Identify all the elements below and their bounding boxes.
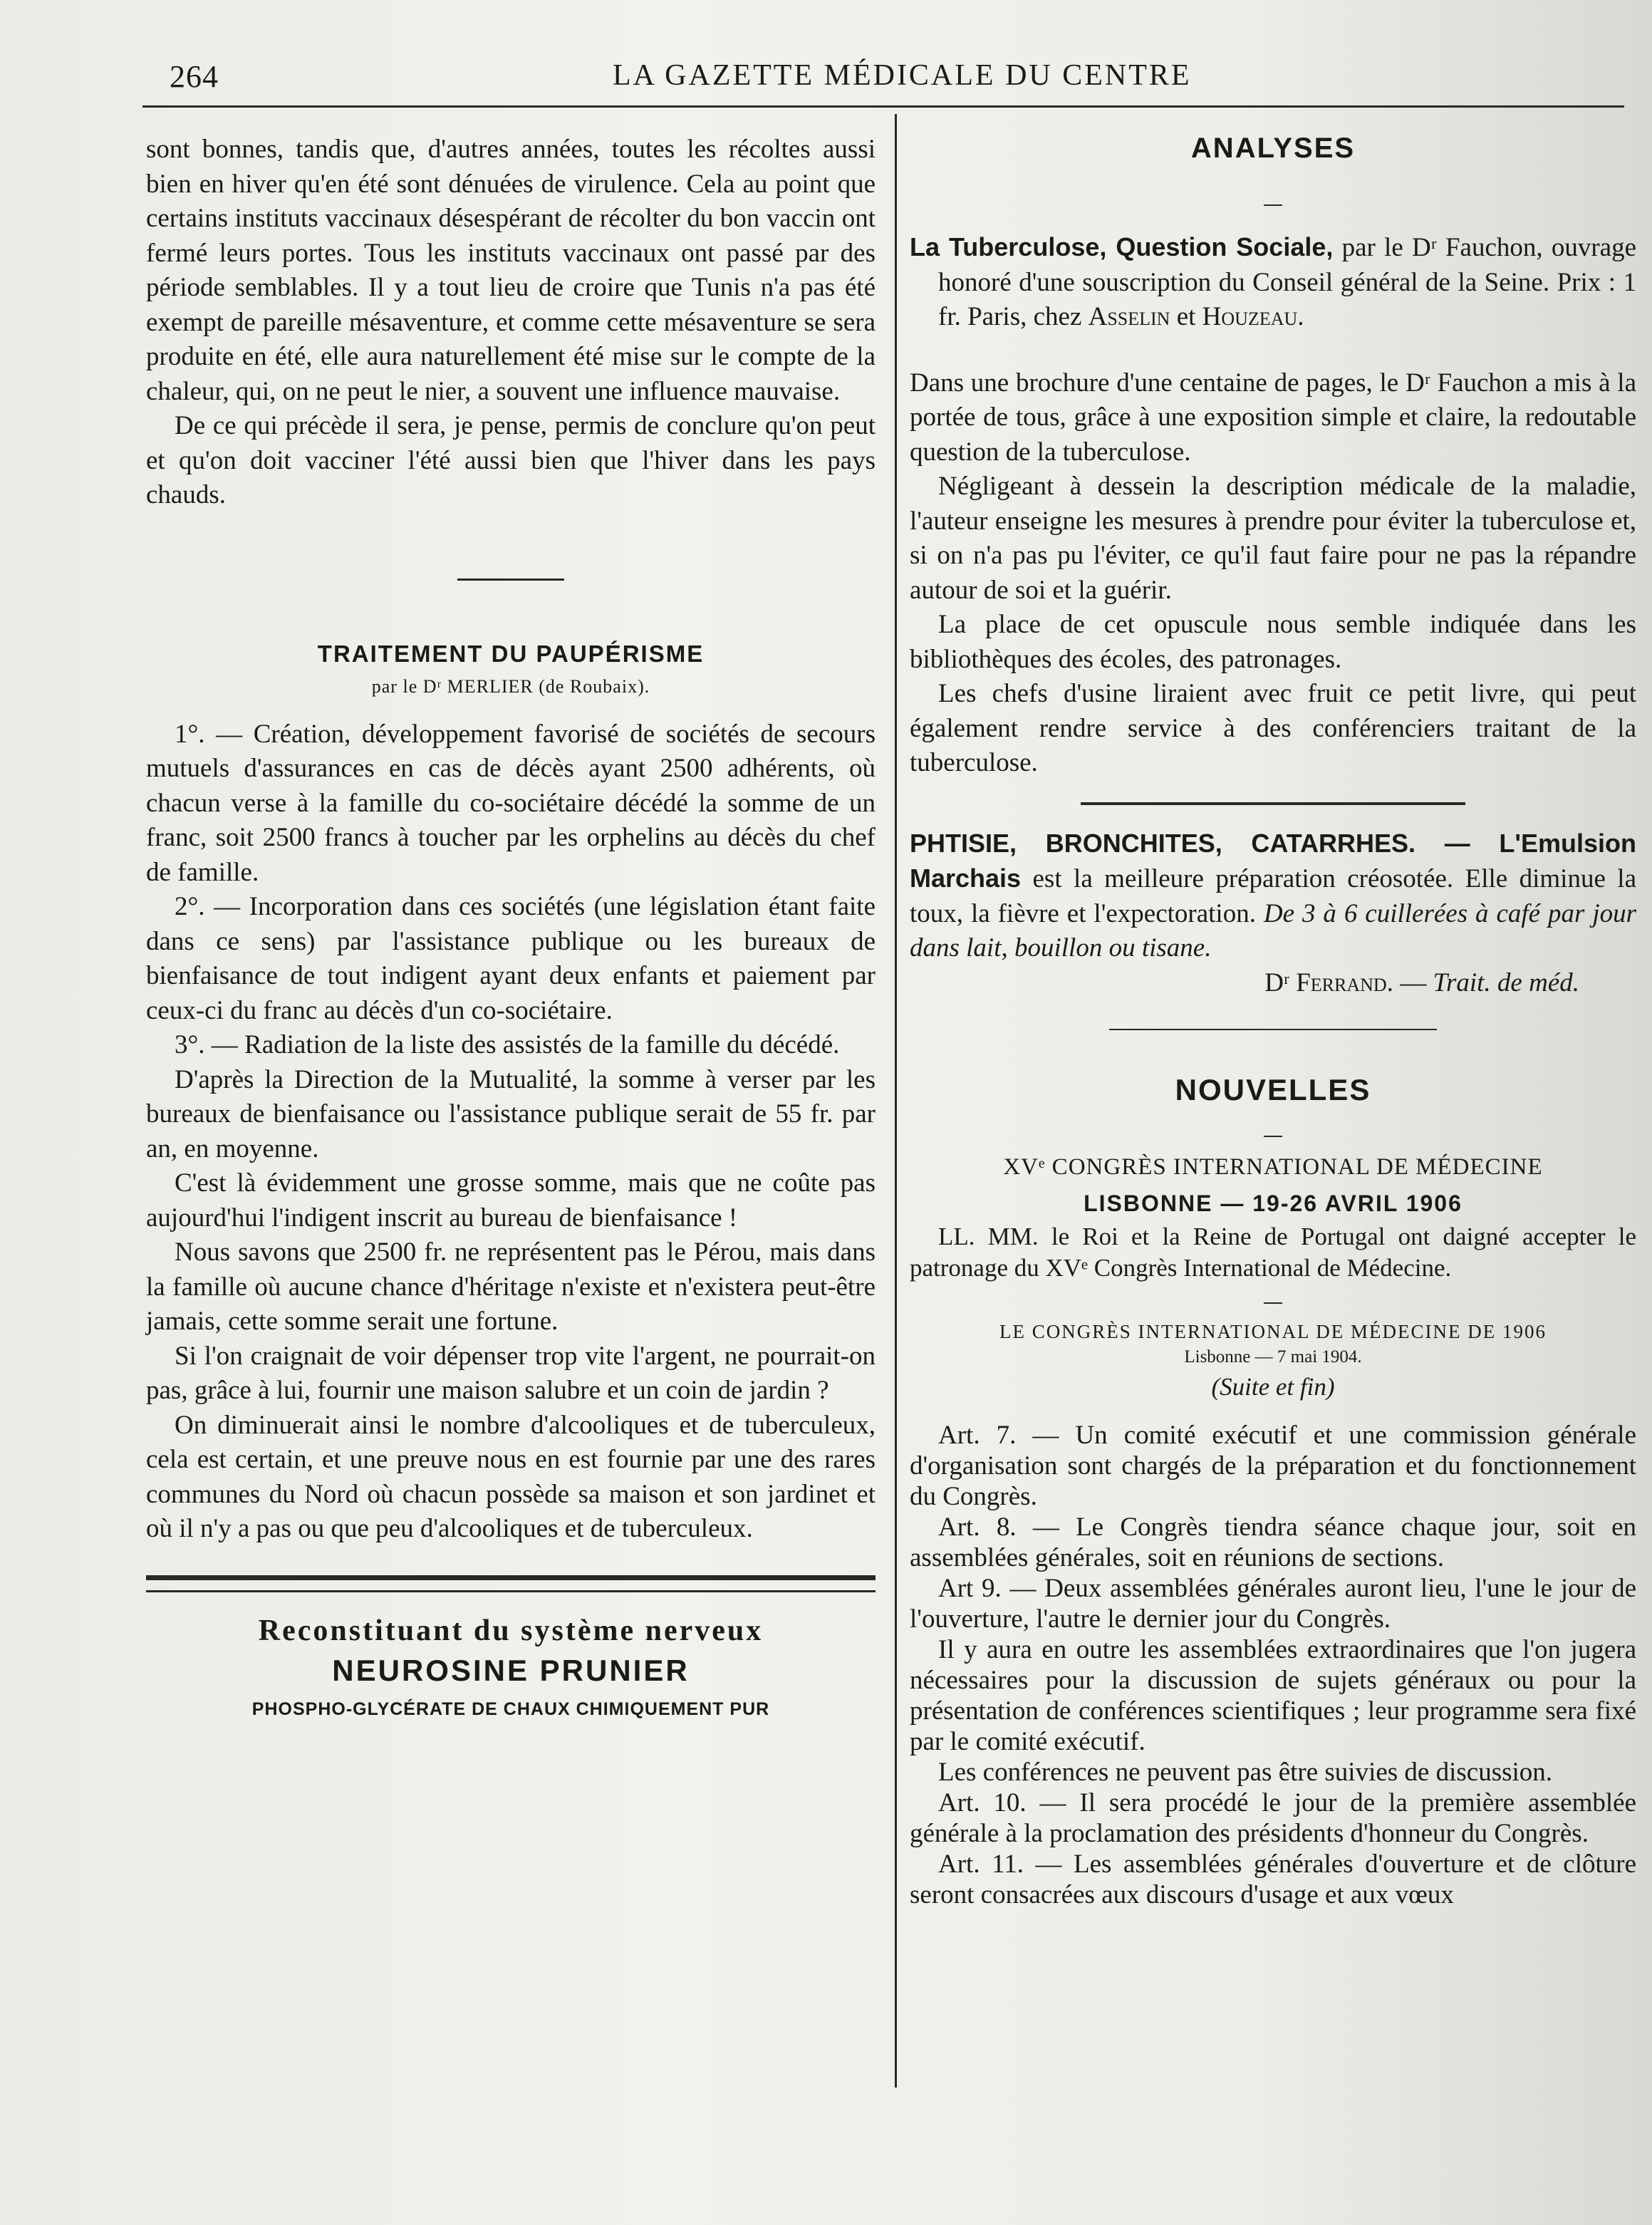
fortune-paragraph: Nous savons que 2500 fr. ne représentent pas le Pérou, mais dans la famille où aucune chance d'héritage n'existe et n'existera peut-être jamais, cette somme serait une fortune. xyxy=(146,1238,876,1336)
conclusion-paragraph: On diminuerait ainsi le nombre d'alcooliques et de tuberculeux, cela est certain, et une preuve nous en est fournie par une des rares communes du Nord où chacun possède sa maison et son jardinet et où il n'y a pas ou que peu d'alcooliques et de tuberculeux. xyxy=(146,1410,876,1543)
congress-patronage: LL. MM. le Roi et la Reine de Portugal ont daigné accepter le patronage du XVᵉ Congrès International de Médecine. xyxy=(910,1223,1636,1282)
article-11: Art. 11. — Les assemblées générales d'ouverture et de clôture seront consacrées aux discours d'usage et aux vœux xyxy=(910,1850,1636,1909)
mutualite-paragraph: D'après la Direction de la Mutualité, la somme à verser par les bureaux de bienfaisance ou l'assistance publique serait de 55 fr. par an, en moyenne. xyxy=(146,1064,876,1163)
running-title: LA GAZETTE MÉDICALE DU CENTRE xyxy=(613,59,1192,92)
article-9: Art 9. — Deux assemblées générales auront lieu, l'une le jour de l'ouverture, l'autre le dernier jour du Congrès. xyxy=(910,1574,1636,1634)
advertisement-subtitle: PHOSPHO-GLYCÉRATE DE CHAUX CHIMIQUEMENT PUR xyxy=(251,1698,770,1719)
measure-3: 3°. — Radiation de la liste des assistés de la famille du décédé. xyxy=(175,1030,840,1059)
book-title: La Tuberculose, Question Sociale, xyxy=(910,232,1334,261)
continued-label: (Suite et fin) xyxy=(1211,1373,1335,1401)
measure-1: 1°. — Création, développement favorisé de sociétés de secours mutuels d'assurances en cas de décès ayant 2500 adhérents, où chacun verse à la famille du co-sociétaire décédé la somme de un franc, soit 2500 francs à toucher par les orphelins au décès du chef de famille. xyxy=(146,719,876,887)
advertisement-rule xyxy=(146,1575,876,1592)
page-number: 264 xyxy=(170,59,219,94)
article-7: Art. 7. — Un comité exécutif et une commission générale d'organisation sont chargés de la préparation et du fonctionnement du Congrès. xyxy=(910,1421,1636,1511)
publisher-2: Houzeau xyxy=(1202,302,1298,331)
cost-paragraph: C'est là évidemment une grosse somme, mais que ne coûte pas aujourd'hui l'indigent inscrit au bureau de bienfaisance ! xyxy=(146,1168,876,1233)
congress-title: XVᵉ CONGRÈS INTERNATIONAL DE MÉDECINE xyxy=(1003,1154,1543,1180)
article-9-conferences: Les conférences ne peuvent pas être suivies de discussion. xyxy=(938,1758,1553,1787)
column-divider xyxy=(895,114,897,2087)
article-byline: par le Dʳ MERLIER (de Roubaix). xyxy=(371,675,650,697)
article-9-extra: Il y aura en outre les assemblées extraordinaires que l'on jugera nécessaires pour la discussion de sujets généraux ou pour la présentation de conférences scientifiques ; leur programme sera fixé par le comité exécutif. xyxy=(910,1635,1636,1756)
review-paragraph-1: Dans une brochure d'une centaine de pages, le Dʳ Fauchon a mis à la portée de tous, grâce à une exposition simple et claire, la redoutable question de la tuberculose. xyxy=(910,368,1636,467)
left-column xyxy=(146,133,876,1720)
section-title-analyses: ANALYSES xyxy=(1190,133,1356,164)
page-header xyxy=(142,51,1596,101)
right-column xyxy=(910,133,1636,1910)
emulsion-advertisement: PHTISIE, BRONCHITES, CATARRHES. — L'Emulsion Marchais est la meilleure préparation créosotée. Elle diminue la toux, la fièvre et l'expectoration. De 3 à 6 cuillerées à café par jour dans lait, bouillon ou tisane. xyxy=(910,828,1637,963)
advertisement-tagline: Reconstituant du système nerveux xyxy=(258,1614,764,1647)
emulsion-headline: PHTISIE, BRONCHITES, CATARRHES. — L'Emulsion Marchais xyxy=(910,828,1636,893)
vaccine-conclusion-paragraph: De ce qui précède il sera, je pense, permis de conclure qu'on peut et qu'on doit vacciner l'été aussi bien que l'hiver dans les pays chauds. xyxy=(146,411,876,509)
measure-2: 2°. — Incorporation dans ces sociétés (une législation étant faite dans ce sens) par l'assistance publique ou les bureaux de bienfaisance de tout indigent ayant deux enfants et paiement par ceux-ci du franc au décès d'un co-sociétaire. xyxy=(146,892,876,1025)
housing-paragraph: Si l'on craignait de voir dépenser trop vite l'argent, ne pourrait-on pas, grâce à lui, fournir une maison salubre et un coin de jardin ? xyxy=(146,1341,876,1405)
review-paragraph-3: La place de cet opuscule nous semble indiquée dans les bibliothèques des écoles, des patronages. xyxy=(910,610,1636,674)
section-title-nouvelles: NOUVELLES xyxy=(1175,1073,1371,1106)
congress-2-title: LE CONGRÈS INTERNATIONAL DE MÉDECINE DE 1906 xyxy=(999,1321,1547,1342)
vaccine-paragraph-continued: sont bonnes, tandis que, d'autres années, toutes les récoltes aussi bien en hiver qu'en été sont dénuées de virulence. Cela au point que certains instituts vaccinaux désespérant de récolter du bon vaccin ont fermé leurs portes. Tous les instituts vaccinaux ont passé par des période semblables. Il y a tout lieu de croire que Tunis n'a pas été exempt de pareille mésaventure, et comme cette mésaventure se sera produite en été, elle aura naturellement été mise sur le compte de la chaleur, qui, on ne peut le nier, a souvent une influence mauvaise. xyxy=(146,135,876,406)
advertisement-product: NEUROSINE PRUNIER xyxy=(332,1653,690,1687)
book-reference: La Tuberculose, Question Sociale, par le Dʳ Fauchon, ouvrage honoré d'une souscription du Conseil général de la Seine. Prix : 1 fr. Paris, chez Asselin et Houzeau. xyxy=(910,232,1636,331)
review-paragraph-4: Les chefs d'usine liraient avec fruit ce petit livre, qui peut également rendre service à des conférenciers traitant de la tuberculose. xyxy=(910,679,1636,777)
review-paragraph-2: Négligeant à dessein la description médicale de la maladie, l'auteur enseigne les mesures à prendre pour éviter la tuberculose et, si on n'a pas pu l'éviter, ce qu'il faut faire pour ne pas la répandre autour de soi et la guérir. xyxy=(910,472,1636,605)
header-rule xyxy=(142,105,1624,108)
article-8: Art. 8. — Le Congrès tiendra séance chaque jour, soit en assemblées générales, soit en réunions de sections. xyxy=(910,1513,1636,1572)
dosage: De 3 à 6 cuillerées à café par jour dans lait, bouillon ou tisane. xyxy=(910,898,1637,963)
congress-place-date: LISBONNE — 19-26 AVRIL 1906 xyxy=(1084,1191,1463,1216)
article-10: Art. 10. — Il sera procédé le jour de la première assemblée générale à la proclamation des présidents d'honneur du Congrès. xyxy=(910,1788,1636,1848)
article-title: TRAITEMENT DU PAUPÉRISME xyxy=(317,640,705,667)
congress-2-date: Lisbonne — 7 mai 1904. xyxy=(1184,1347,1362,1366)
publisher-1: Asselin xyxy=(1088,302,1170,331)
emulsion-signature: Dʳ Ferrand. — Trait. de méd. xyxy=(1264,968,1579,997)
